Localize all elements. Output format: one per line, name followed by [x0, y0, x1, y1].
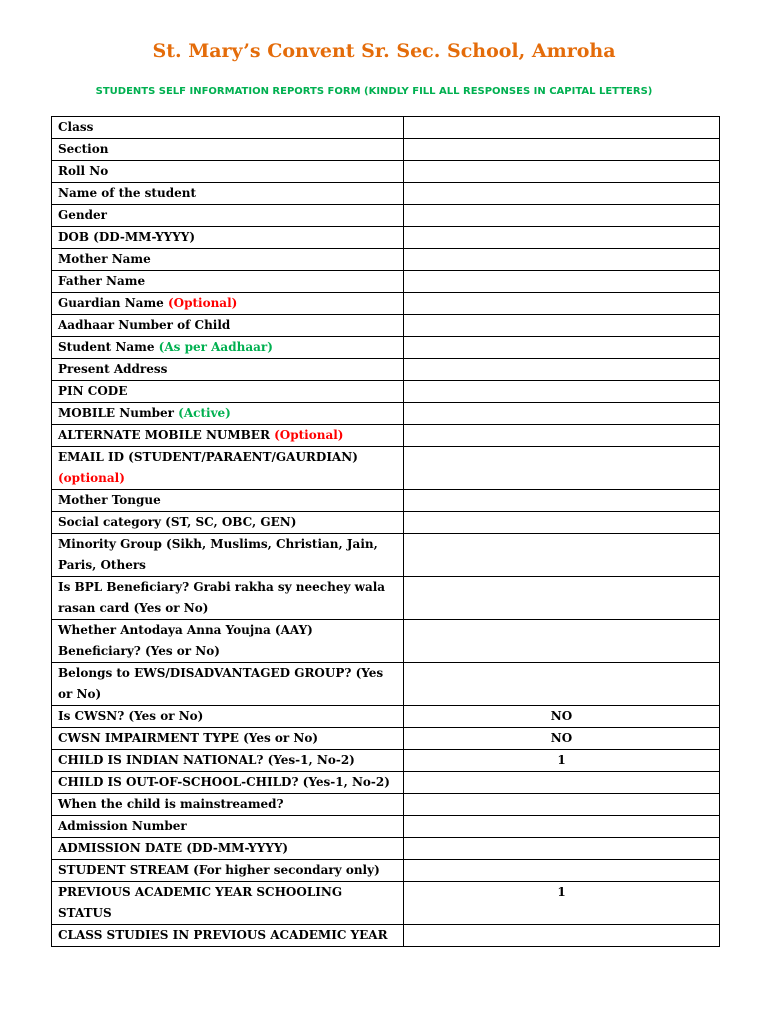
table-row: [52, 882, 720, 925]
field-label-mother-name: [52, 249, 404, 271]
school-title: St. Mary’s Convent Sr. Sec. School, Amroha: [152, 40, 616, 62]
field-value-indian-national[interactable]: 1: [404, 750, 720, 772]
optional-note: (Optional): [167, 296, 238, 310]
field-label-text: MOBILE Number: [58, 406, 179, 420]
field-label-aadhaar-number: [52, 315, 404, 337]
field-value-alternate-mobile[interactable]: [404, 425, 720, 447]
field-label-admission-date: [52, 838, 404, 860]
field-value-social-category[interactable]: [404, 512, 720, 534]
field-label-roll-no: [52, 161, 404, 183]
field-value-student-name[interactable]: [404, 183, 720, 205]
field-label-text: PIN CODE: [58, 384, 128, 398]
field-label-email-id: [52, 447, 404, 490]
table-row: [52, 403, 720, 425]
field-value-student-stream[interactable]: [404, 860, 720, 882]
field-label-text: Admission Number: [58, 819, 187, 833]
field-label-text: STUDENT STREAM (For higher secondary only): [58, 863, 380, 877]
field-value-guardian-name[interactable]: [404, 293, 720, 315]
field-label-text: Belongs to EWS/DISADVANTAGED GROUP? (Yes or No): [58, 666, 384, 701]
field-label-text: Mother Tongue: [58, 493, 161, 507]
field-label-mobile-number: [52, 403, 404, 425]
table-row: [52, 512, 720, 534]
table-row: [52, 381, 720, 403]
field-label-mainstreamed: [52, 794, 404, 816]
optional-note: (optional): [58, 471, 125, 485]
field-value-admission-number[interactable]: [404, 816, 720, 838]
field-label-guardian-name: [52, 293, 404, 315]
field-value-class[interactable]: [404, 117, 720, 139]
table-row: [52, 161, 720, 183]
field-value-mother-tongue[interactable]: [404, 490, 720, 512]
field-label-present-address: [52, 359, 404, 381]
field-value-section[interactable]: [404, 139, 720, 161]
field-value-mobile-number[interactable]: [404, 403, 720, 425]
table-row: [52, 139, 720, 161]
table-row: [52, 750, 720, 772]
field-label-text: ADMISSION DATE (DD-MM-YYYY): [58, 841, 289, 855]
field-label-indian-national: [52, 750, 404, 772]
field-label-text: Aadhaar Number of Child: [58, 318, 231, 332]
field-value-previous-schooling-status[interactable]: 1: [404, 882, 720, 925]
field-label-text: Class: [58, 120, 94, 134]
field-label-text: Father Name: [58, 274, 146, 288]
field-label-text: Gender: [58, 208, 107, 222]
table-row: [52, 117, 720, 139]
table-row: [52, 183, 720, 205]
table-row: [52, 359, 720, 381]
field-label-text: Guardian Name: [58, 296, 168, 310]
table-row: [52, 425, 720, 447]
field-value-out-of-school[interactable]: [404, 772, 720, 794]
field-value-email-id[interactable]: [404, 447, 720, 490]
field-label-student-name: [52, 183, 404, 205]
field-label-bpl-beneficiary: [52, 577, 404, 620]
field-value-is-cwsn[interactable]: NO: [404, 706, 720, 728]
field-label-text: ALTERNATE MOBILE NUMBER: [58, 428, 275, 442]
field-value-previous-class[interactable]: [404, 925, 720, 947]
field-label-is-cwsn: [52, 706, 404, 728]
field-label-aay-beneficiary: [52, 620, 404, 663]
table-row: [52, 577, 720, 620]
field-value-mainstreamed[interactable]: [404, 794, 720, 816]
aadhaar-note: (As per Aadhaar): [158, 340, 273, 354]
table-row: [52, 205, 720, 227]
field-value-present-address[interactable]: [404, 359, 720, 381]
table-row: [52, 728, 720, 750]
field-label-previous-schooling-status: [52, 882, 404, 925]
field-label-student-name-aadhaar: [52, 337, 404, 359]
field-value-aadhaar-number[interactable]: [404, 315, 720, 337]
field-label-admission-number: [52, 816, 404, 838]
field-label-text: Roll No: [58, 164, 109, 178]
field-label-text: When the child is mainstreamed?: [58, 797, 284, 811]
table-row: [52, 293, 720, 315]
field-label-text: PREVIOUS ACADEMIC YEAR SCHOOLING STATUS: [58, 885, 343, 920]
field-label-text: CHILD IS INDIAN NATIONAL? (Yes-1, No-2): [58, 753, 355, 767]
field-value-bpl-beneficiary[interactable]: [404, 577, 720, 620]
field-label-father-name: [52, 271, 404, 293]
optional-note: (Optional): [274, 428, 344, 442]
table-row: [52, 227, 720, 249]
field-value-cwsn-impairment[interactable]: NO: [404, 728, 720, 750]
table-row: [52, 490, 720, 512]
field-label-student-stream: [52, 860, 404, 882]
field-label-pin-code: [52, 381, 404, 403]
field-value-roll-no[interactable]: [404, 161, 720, 183]
student-info-table: [51, 116, 720, 947]
field-label-alternate-mobile: [52, 425, 404, 447]
field-label-mother-tongue: [52, 490, 404, 512]
field-value-father-name[interactable]: [404, 271, 720, 293]
table-row: [52, 620, 720, 663]
field-value-gender[interactable]: [404, 205, 720, 227]
field-label-text: Is BPL Beneficiary? Grabi rakha sy neechey wala rasan card (Yes or No): [58, 580, 386, 615]
field-label-cwsn-impairment: [52, 728, 404, 750]
table-row: [52, 860, 720, 882]
table-row: [52, 772, 720, 794]
field-value-student-name-aadhaar[interactable]: [404, 337, 720, 359]
table-row: [52, 249, 720, 271]
field-label-text: Section: [58, 142, 109, 156]
table-row: [52, 337, 720, 359]
field-label-text: DOB (DD-MM-YYYY): [58, 230, 196, 244]
table-row: [52, 663, 720, 706]
table-row: [52, 838, 720, 860]
field-label-section: [52, 139, 404, 161]
form-subtitle: STUDENTS SELF INFORMATION REPORTS FORM (KINDLY FILL ALL RESPONSES IN CAPITAL LETTERS): [95, 86, 653, 97]
table-row: [52, 794, 720, 816]
field-label-ews-group: [52, 663, 404, 706]
table-row: [52, 925, 720, 947]
field-label-dob: [52, 227, 404, 249]
field-label-text: Whether Antodaya Anna Youjna (AAY) Beneficiary? (Yes or No): [58, 623, 313, 658]
field-label-text: Social category (ST, SC, OBC, GEN): [58, 515, 297, 529]
field-label-text: Name of the student: [58, 186, 196, 200]
field-label-text: Is CWSN? (Yes or No): [58, 709, 204, 723]
field-label-out-of-school: [52, 772, 404, 794]
field-label-class: [52, 117, 404, 139]
active-note: (Active): [178, 406, 231, 420]
field-label-text: CLASS STUDIES IN PREVIOUS ACADEMIC YEAR: [58, 928, 388, 942]
field-label-text: Minority Group (Sikh, Muslims, Christian, Jain, Paris, Others: [58, 537, 378, 572]
table-row: [52, 816, 720, 838]
field-label-text: Present Address: [58, 362, 168, 376]
table-row: [52, 315, 720, 337]
field-label-social-category: [52, 512, 404, 534]
field-value-aay-beneficiary[interactable]: [404, 620, 720, 663]
field-value-dob[interactable]: [404, 227, 720, 249]
table-row: [52, 534, 720, 577]
field-label-text: CHILD IS OUT-OF-SCHOOL-CHILD? (Yes-1, No-2): [58, 775, 390, 789]
field-label-text: EMAIL ID (STUDENT/PARAENT/GAURDIAN): [58, 450, 358, 464]
field-label-previous-class: [52, 925, 404, 947]
field-label-gender: [52, 205, 404, 227]
field-label-text: CWSN IMPAIRMENT TYPE (Yes or No): [58, 731, 319, 745]
field-label-text: Mother Name: [58, 252, 151, 266]
table-row: [52, 447, 720, 490]
field-label-minority-group: [52, 534, 404, 577]
table-row: [52, 271, 720, 293]
field-value-mother-name[interactable]: [404, 249, 720, 271]
table-row: [52, 706, 720, 728]
field-value-ews-group[interactable]: [404, 663, 720, 706]
field-value-minority-group[interactable]: [404, 534, 720, 577]
field-label-text: Student Name: [58, 340, 159, 354]
field-value-pin-code[interactable]: [404, 381, 720, 403]
field-value-admission-date[interactable]: [404, 838, 720, 860]
